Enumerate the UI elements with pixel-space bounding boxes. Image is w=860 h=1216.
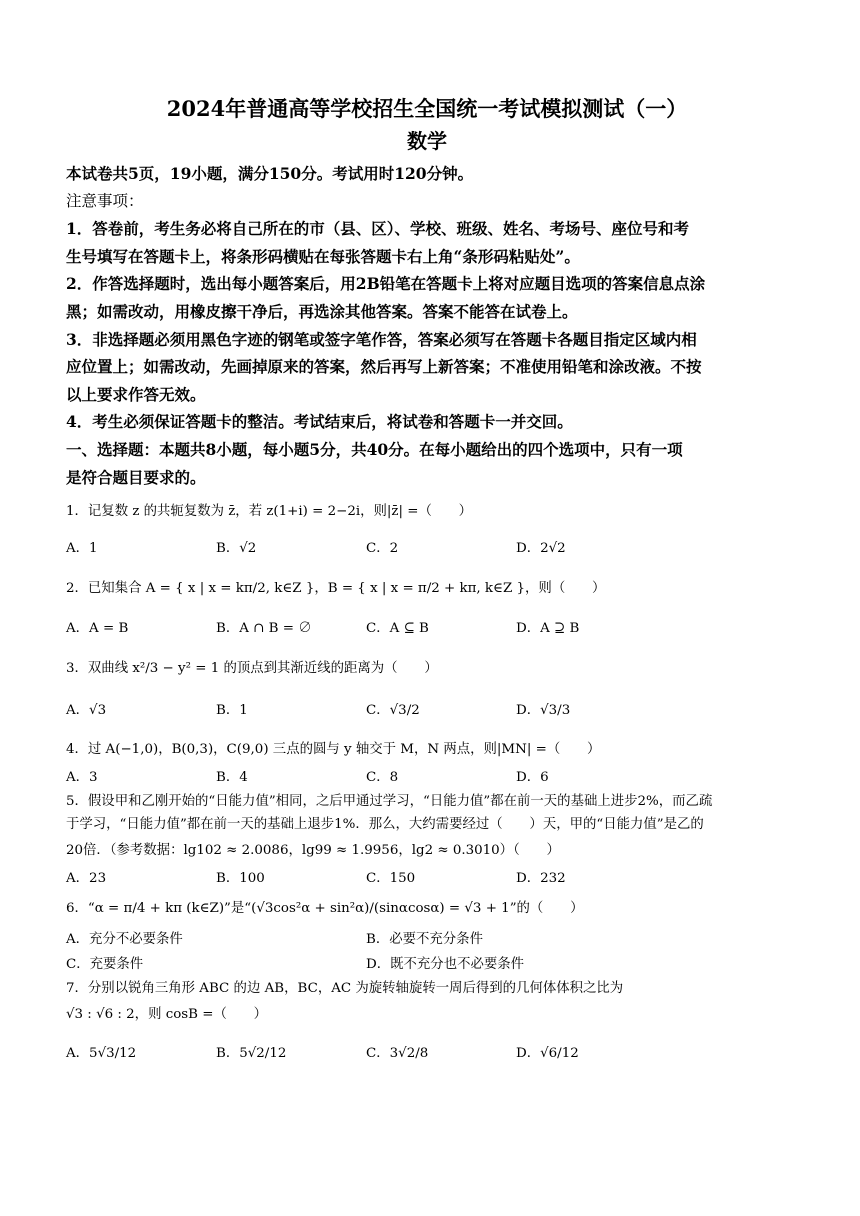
option-b: B．100 <box>216 871 265 887</box>
question-7-options <box>66 1030 788 1078</box>
option-c: C．充要条件 <box>66 957 144 973</box>
exam-title: 2024年普通高等学校招生全国统一考试模拟测试（一） <box>166 96 688 121</box>
notice-line: 黑；如需改动，用橡皮擦干净后，再选涂其他答案。答案不能答在试卷上。 <box>66 301 578 321</box>
question-4-stem: 4．过 A(−1,0)，B(0,3)，C(9,0) 三点的圆与 y 轴交于 M，N 两点，则|MN| =（ ） <box>66 742 601 758</box>
notice-line: 生号填写在答题卡上，将条形码横贴在每张答题卡右上角“条形码粘贴处”。 <box>66 246 580 266</box>
question-5-options <box>66 866 788 891</box>
section-heading: 是符合题目要求的。 <box>66 467 206 487</box>
option-c: C．2 <box>366 541 399 557</box>
notice-line: 应位置上；如需改动，先画掉原来的答案，然后再写上新答案；不准使用铅笔和涂改液。不按 <box>66 357 702 377</box>
option-d: D．√6/12 <box>516 1046 579 1062</box>
option-d: D．2√2 <box>516 541 566 557</box>
option-d: D．6 <box>516 770 549 786</box>
option-c: C．√3/2 <box>366 703 420 719</box>
question-1-options <box>66 527 788 571</box>
option-d: D．既不充分也不必要条件 <box>366 957 525 973</box>
option-b: B．1 <box>216 703 248 719</box>
question-5-stem-line: 于学习，“日能力值”都在前一天的基础上退步1%．那么，大约需要经过（ ）天，甲的“日能力值”是乙的 <box>66 817 704 833</box>
option-a: A．3 <box>66 770 98 786</box>
notice-line: 3．非选择题必须用黑色字迹的钢笔或签字笔作答，答案必须写在答题卡各题目指定区域内相 <box>66 329 697 349</box>
option-c: C．150 <box>366 871 416 887</box>
question-2-stem: 2．已知集合 A = { x | x = kπ/2, k∈Z }，B = { x | x = π/2 + kπ, k∈Z }，则（ ） <box>66 581 606 597</box>
option-a: A．A = B <box>66 621 129 637</box>
question-6-stem: 6．“α = π/4 + kπ (k∈Z)”是“(√3cos²α + sin²α)/(sinαcosα) = √3 + 1”的（ ） <box>66 901 584 917</box>
option-a: A．23 <box>66 871 107 887</box>
option-c: C．3√2/8 <box>366 1046 429 1062</box>
option-a: A．充分不必要条件 <box>66 932 183 948</box>
question-6-options-row1 <box>66 927 788 952</box>
option-a: A．5√3/12 <box>66 1046 137 1062</box>
question-7-stem-line: √3 : √6 : 2，则 cosB =（ ） <box>66 1007 268 1023</box>
question-7-stem-line: 7．分别以锐角三角形 ABC 的边 AB，BC，AC 为旋转轴旋转一周后得到的几何体体积之比为 <box>66 981 624 997</box>
notice-heading: 注意事项： <box>66 191 144 210</box>
question-3-stem: 3．双曲线 x²/3 − y² = 1 的顶点到其渐近线的距离为（ ） <box>66 661 438 677</box>
question-1-stem: 1．记复数 z 的共轭复数为 z̄，若 z(1+i) = 2−2i，则|z̄| =（ ） <box>66 504 473 520</box>
question-3-options <box>66 687 788 735</box>
question-6-options-row2 <box>66 952 788 977</box>
notice-line: 以上要求作答无效。 <box>66 384 206 404</box>
option-d: D．232 <box>516 871 566 887</box>
option-d: D．√3/3 <box>516 703 571 719</box>
option-b: B．4 <box>216 770 248 786</box>
option-c: C．A ⊆ B <box>366 621 429 637</box>
question-2-options <box>66 607 788 651</box>
notice-line: 4．考生必须保证答题卡的整洁。考试结束后，将试卷和答题卡一并交回。 <box>66 412 573 432</box>
question-4-options <box>66 765 788 790</box>
option-b: B．必要不充分条件 <box>366 932 483 948</box>
notice-line: 1．答卷前，考生务必将自己所在的市（县、区）、学校、班级、姓名、考场号、座位号和考 <box>66 219 690 239</box>
option-b: B．A ∩ B = ∅ <box>216 621 312 637</box>
question-5-stem-line: 20倍．（参考数据：lg102 ≈ 2.0086，lg99 ≈ 1.9956，lg2 ≈ 0.3010）（ ） <box>66 843 560 859</box>
exam-summary: 本试卷共5页，19小题，满分150分。考试用时120分钟。 <box>66 164 474 183</box>
option-b: B．√2 <box>216 541 257 557</box>
option-d: D．A ⊇ B <box>516 621 580 637</box>
question-5-stem-line: 5．假设甲和乙刚开始的“日能力值”相同，之后甲通过学习，“日能力值”都在前一天的基础上进步2%，而乙疏 <box>66 794 713 810</box>
option-a: A．√3 <box>66 703 107 719</box>
option-a: A．1 <box>66 541 98 557</box>
exam-subject: 数学 <box>407 129 447 153</box>
section-heading: 一、选择题：本题共8小题，每小题5分，共40分。在每小题给出的四个选项中，只有一项 <box>66 439 683 459</box>
option-b: B．5√2/12 <box>216 1046 287 1062</box>
option-c: C．8 <box>366 770 399 786</box>
notice-line: 2．作答选择题时，选出每小题答案后，用2B铅笔在答题卡上将对应题目选项的答案信息点涂 <box>66 274 706 294</box>
